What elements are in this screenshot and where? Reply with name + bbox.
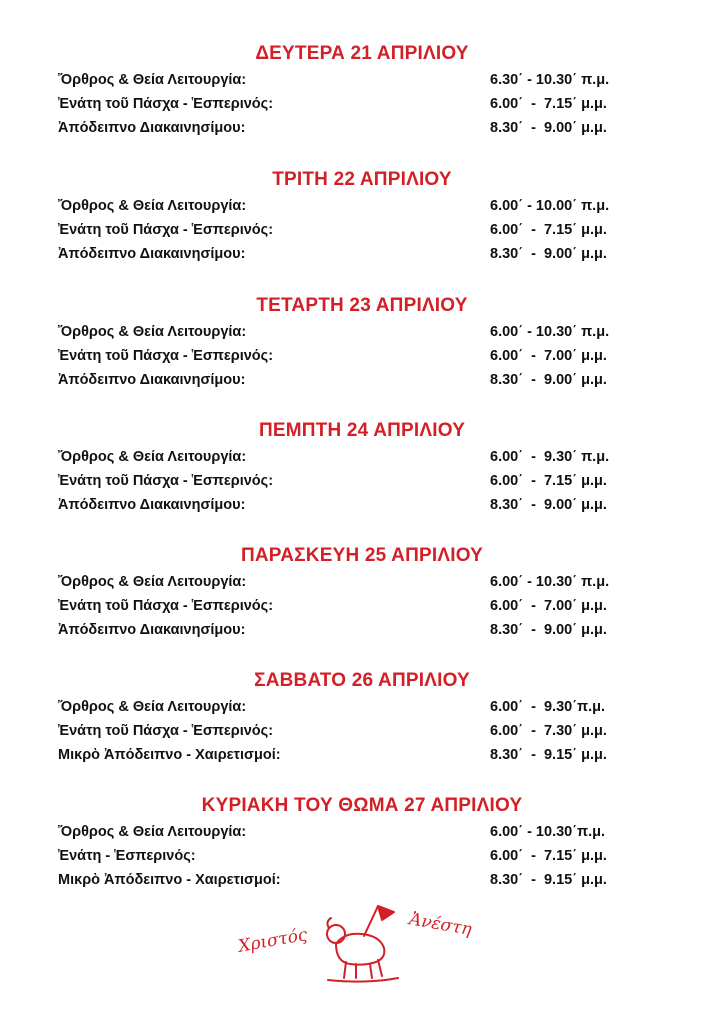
service-name: Ἐνάτη τοῦ Πάσχα - Ἑσπερινός:: [58, 598, 274, 614]
service-row: [0, 116, 724, 140]
service-time: 8.30΄ - 9.15΄ μ.μ.: [490, 872, 607, 888]
day-title: ΤΡΙΤΗ 22 ΑΠΡΙΛΙΟΥ: [272, 169, 452, 190]
service-name: Ὄρθρος & Θεία Λειτουργία:: [58, 699, 247, 715]
service-time: 8.30΄ - 9.00΄ μ.μ.: [490, 246, 607, 262]
service-time: 8.30΄ - 9.00΄ μ.μ.: [490, 622, 607, 638]
service-row: [0, 695, 724, 719]
service-name: Ἐνάτη τοῦ Πάσχα - Ἑσπερινός:: [58, 96, 274, 112]
day-section-wednesday: [0, 294, 724, 392]
service-time: 6.00΄ - 7.00΄ μ.μ.: [490, 598, 607, 614]
service-name: Ὄρθρος & Θεία Λειτουργία:: [58, 824, 247, 840]
service-time: 6.00΄ - 9.30΄π.μ.: [490, 699, 606, 715]
day-title: ΣΑΒΒΑΤΟ 26 ΑΠΡΙΛΙΟΥ: [254, 670, 470, 691]
logo-text-left: Χριστός: [236, 924, 309, 957]
day-section-saturday: [0, 669, 724, 767]
day-title: ΚΥΡΙΑΚΗ ΤΟΥ ΘΩΜΑ 27 ΑΠΡΙΛΙΟΥ: [201, 795, 523, 816]
service-time: 6.00΄ - 7.30΄ μ.μ.: [490, 723, 607, 739]
service-name: Ἐνάτη τοῦ Πάσχα - Ἑσπερινός:: [58, 723, 274, 739]
service-time: 6.00΄ - 7.00΄ μ.μ.: [490, 348, 607, 364]
service-name: Ἀπόδειπνο Διακαινησίμου:: [58, 622, 246, 638]
service-row: [0, 820, 724, 844]
day-section-friday: [0, 544, 724, 642]
service-row: [0, 344, 724, 368]
service-time: 8.30΄ - 9.00΄ μ.μ.: [490, 372, 607, 388]
day-section-thursday: [0, 419, 724, 517]
service-time: 6.00΄ - 10.30΄π.μ.: [490, 824, 606, 840]
service-row: [0, 594, 724, 618]
service-row: [0, 218, 724, 242]
service-time: 6.00΄ - 7.15΄ μ.μ.: [490, 222, 607, 238]
service-name: Μικρὸ Ἀπόδειπνο - Χαιρετισμοί:: [58, 747, 281, 763]
service-time: 6.00΄ - 10.30΄ π.μ.: [490, 324, 610, 340]
christos-anesti-logo: [232, 900, 492, 984]
service-name: Ἀπόδειπνο Διακαινησίμου:: [58, 497, 246, 513]
service-time: 6.00΄ - 10.00΄ π.μ.: [490, 198, 610, 214]
service-row: [0, 719, 724, 743]
service-row: [0, 469, 724, 493]
day-section-sunday: [0, 794, 724, 892]
service-name: Ὄρθρος & Θεία Λειτουργία:: [58, 72, 247, 88]
service-time: 6.00΄ - 7.15΄ μ.μ.: [490, 96, 607, 112]
service-name: Ἀπόδειπνο Διακαινησίμου:: [58, 372, 246, 388]
service-row: [0, 242, 724, 266]
service-name: Ἀπόδειπνο Διακαινησίμου:: [58, 120, 246, 136]
service-row: [0, 68, 724, 92]
day-title: ΠΑΡΑΣΚΕΥΗ 25 ΑΠΡΙΛΙΟΥ: [240, 545, 484, 566]
day-title: ΤΕΤΑΡΤΗ 23 ΑΠΡΙΛΙΟΥ: [256, 295, 468, 316]
service-row: [0, 743, 724, 767]
service-row: [0, 368, 724, 392]
logo-text-right: Ἀνέστη: [407, 909, 474, 940]
service-time: 8.30΄ - 9.15΄ μ.μ.: [490, 747, 607, 763]
day-section-monday: [0, 42, 724, 140]
service-row: [0, 618, 724, 642]
service-name: Ἀπόδειπνο Διακαινησίμου:: [58, 246, 246, 262]
service-name: Ὄρθρος & Θεία Λειτουργία:: [58, 574, 247, 590]
service-time: 6.30΄ - 10.30΄ π.μ.: [490, 72, 610, 88]
service-name: Ὄρθρος & Θεία Λειτουργία:: [58, 449, 247, 465]
service-row: [0, 570, 724, 594]
paschal-lamb-icon: [327, 906, 398, 982]
service-row: [0, 445, 724, 469]
service-row: [0, 493, 724, 517]
day-title: ΠΕΜΠΤΗ 24 ΑΠΡΙΛΙΟΥ: [258, 420, 466, 441]
service-name: Ἐνάτη τοῦ Πάσχα - Ἑσπερινός:: [58, 348, 274, 364]
service-time: 6.00΄ - 10.30΄ π.μ.: [490, 574, 610, 590]
service-name: Ἐνάτη τοῦ Πάσχα - Ἑσπερινός:: [58, 222, 274, 238]
service-time: 8.30΄ - 9.00΄ μ.μ.: [490, 120, 607, 136]
service-name: Ἐνάτη - Ἑσπερινός:: [58, 848, 196, 864]
service-name: Ὄρθρος & Θεία Λειτουργία:: [58, 198, 247, 214]
service-row: [0, 868, 724, 892]
day-section-tuesday: [0, 168, 724, 266]
service-time: 6.00΄ - 7.15΄ μ.μ.: [490, 473, 607, 489]
service-row: [0, 844, 724, 868]
service-time: 6.00΄ - 9.30΄ π.μ.: [490, 449, 610, 465]
service-time: 8.30΄ - 9.00΄ μ.μ.: [490, 497, 607, 513]
service-time: 6.00΄ - 7.15΄ μ.μ.: [490, 848, 607, 864]
service-row: [0, 320, 724, 344]
service-name: Ὄρθρος & Θεία Λειτουργία:: [58, 324, 247, 340]
day-title: ΔΕΥΤΕΡΑ 21 ΑΠΡΙΛΙΟΥ: [255, 43, 469, 64]
service-name: Ἐνάτη τοῦ Πάσχα - Ἑσπερινός:: [58, 473, 274, 489]
service-row: [0, 92, 724, 116]
service-row: [0, 194, 724, 218]
service-name: Μικρὸ Ἀπόδειπνο - Χαιρετισμοί:: [58, 872, 281, 888]
